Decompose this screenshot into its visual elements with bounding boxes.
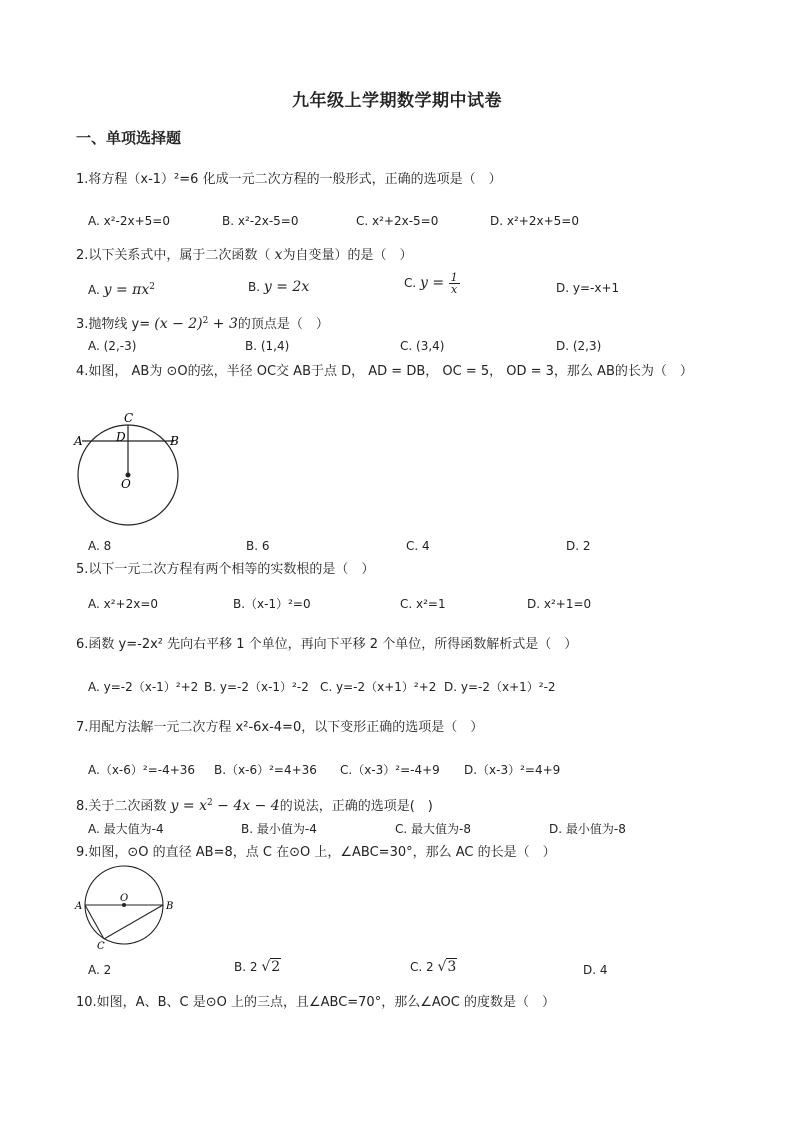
- label-o: O: [120, 893, 129, 904]
- q7-option-c: C.（x-3）²=-4+9: [340, 763, 440, 777]
- question-8: 8.关于二次函数 $y = x^2 - 4x - 4$的说法，正确的选项是( ): [76, 798, 433, 814]
- q5-option-c: C. x²=1: [400, 597, 446, 611]
- label-b: B: [166, 901, 174, 912]
- q4-option-a: A. 8: [88, 539, 112, 553]
- q6-option-b: B. y=-2（x-1）²-2: [204, 680, 309, 694]
- question-5: 5.以下一元二次方程有两个相等的实数根的是（ ）: [76, 562, 375, 577]
- label-a: A: [75, 901, 83, 912]
- q8-option-c: C. 最大值为-8: [395, 822, 471, 836]
- circle-chord-figure: [72, 408, 187, 530]
- q7-option-a: A.（x-6）²=-4+36: [88, 763, 196, 777]
- label-d: D: [116, 430, 126, 444]
- q9-option-d: D. 4: [583, 963, 608, 977]
- section-heading: 一、单项选择题: [76, 129, 182, 147]
- q4-option-c: C. 4: [406, 539, 430, 553]
- q6-option-d: D. y=-2（x+1）²-2: [444, 680, 556, 694]
- label-a: A: [74, 434, 83, 448]
- q2-variable: x: [274, 247, 283, 263]
- q9-option-b: B. 2 √2: [234, 959, 281, 975]
- q2-option-b: B. y = 2x: [248, 279, 310, 295]
- q9-option-a: A. 2: [88, 963, 112, 977]
- label-c: C: [124, 411, 134, 425]
- q8-option-b: B. 最小值为-4: [241, 822, 317, 836]
- q6-option-a: A. y=-2（x-1）²+2: [88, 680, 199, 694]
- question-10: 10.如图，A、B、C 是⊙O 上的三点，且∠ABC=70°，那么∠AOC 的度数是（ ）: [76, 995, 555, 1010]
- q7-option-b: B.（x-6）²=4+36: [214, 763, 317, 777]
- question-3: 3.抛物线 $y= (x - 2)^2 + 3$的顶点是（ ）: [76, 316, 329, 332]
- question-1: 1.将方程（x-1）²=6 化成一元二次方程的一般形式，正确的选项是（ ）: [76, 172, 502, 187]
- q3-option-b: B. (1,4): [245, 339, 290, 353]
- q2-option-c: C. y = $\frac{1}{x}$: [404, 271, 458, 296]
- q3-option-a: A. (2,-3): [88, 339, 137, 353]
- q8-option-d: D. 最小值为-8: [549, 822, 626, 836]
- q7-option-d: D.（x-3）²=4+9: [464, 763, 561, 777]
- q4-option-d: D. 2: [566, 539, 591, 553]
- q3-option-c: C. (3,4): [400, 339, 445, 353]
- q6-option-c: C. y=-2（x+1）²+2: [320, 680, 437, 694]
- q5-option-a: A. x²+2x=0: [88, 597, 159, 611]
- q2-text-post: 为自变量）的是（ ）: [282, 248, 413, 263]
- q5-option-b: B.（x-1）²=0: [233, 597, 311, 611]
- q9-option-c: C. 2 √3: [410, 959, 457, 975]
- circle-diameter-figure: [72, 864, 182, 950]
- q4-option-b: B. 6: [246, 539, 270, 553]
- q1-option-b: B. x²-2x-5=0: [222, 214, 299, 228]
- q1-option-d: D. x²+2x+5=0: [490, 214, 579, 228]
- question-6: 6.函数 y=-2x² 先向右平移 1 个单位，再向下平移 2 个单位，所得函数解析式是（ ）: [76, 637, 578, 652]
- question-9: 9.如图，⊙O 的直径 AB=8，点 C 在⊙O 上，∠ABC=30°，那么 AC 的长是（ ）: [76, 845, 556, 860]
- q1-option-a: A. x²-2x+5=0: [88, 214, 170, 228]
- q2-fraction: $\frac{1}{x}$: [450, 271, 458, 296]
- page-title: 九年级上学期数学期中试卷: [292, 91, 502, 111]
- q8-option-a: A. 最大值为-4: [88, 822, 164, 836]
- q3-option-d: D. (2,3): [556, 339, 602, 353]
- q2-text-pre: 2.以下关系式中，属于二次函数（: [76, 248, 275, 263]
- label-b: B: [170, 434, 179, 448]
- q5-option-d: D. x²+1=0: [527, 597, 592, 611]
- label-o: O: [121, 477, 131, 491]
- question-7: 7.用配方法解一元二次方程 x²-6x-4=0，以下变形正确的选项是（ ）: [76, 720, 484, 735]
- q2-option-a: A. $y = \pi x^2$: [88, 282, 156, 298]
- q2-option-d: D. y=-x+1: [556, 281, 620, 295]
- question-4: 4.如图， AB为 ⊙O的弦，半径 OC交 AB于点 D， AD = DB， OC = 5， OD = 3，那么 AB的长为（ ）: [76, 364, 693, 379]
- question-2: [76, 245, 412, 266]
- q1-option-c: C. x²+2x-5=0: [356, 214, 439, 228]
- label-c: C: [97, 941, 105, 952]
